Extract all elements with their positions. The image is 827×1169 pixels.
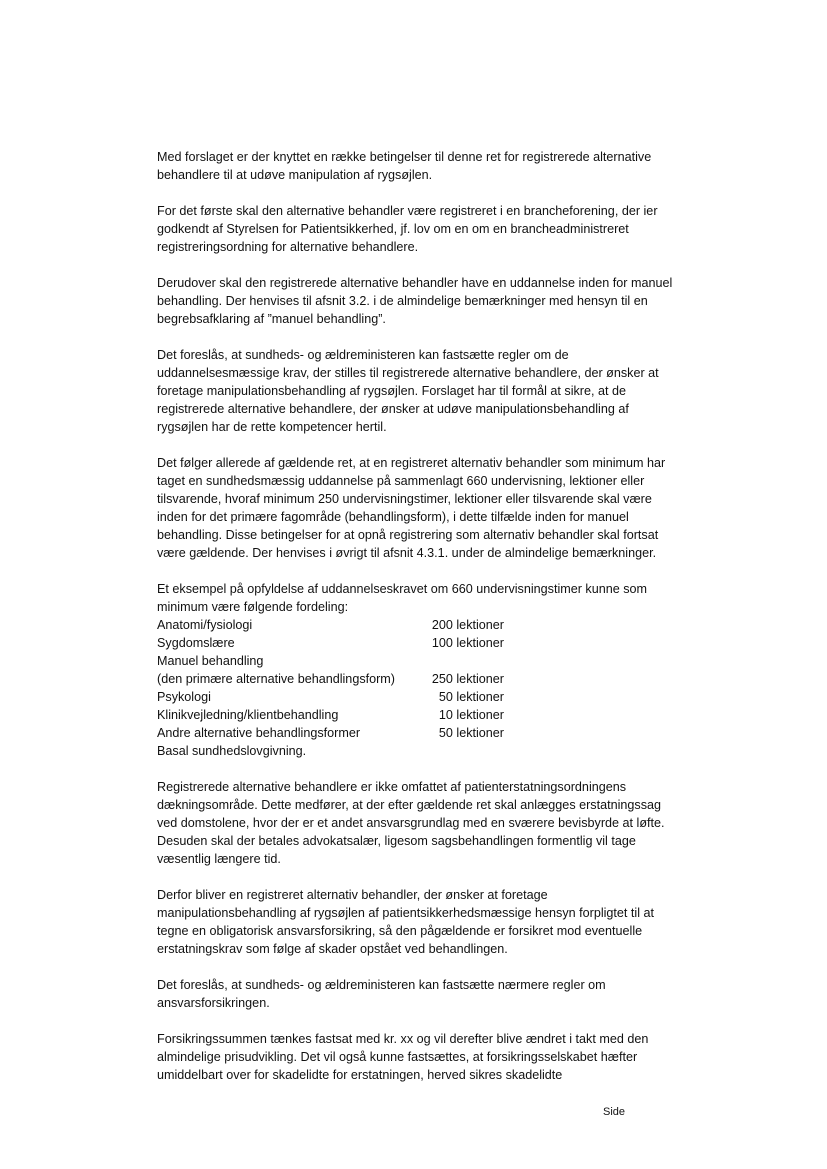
row-label: Psykologi <box>157 690 211 704</box>
row-label: Anatomi/fysiologi <box>157 618 253 632</box>
row-value <box>412 742 504 760</box>
row-value: 250 lektioner <box>431 672 504 686</box>
row-label: (den primære alternative behandlingsform) <box>157 672 395 686</box>
paragraph-insurance-obligation: Derfor bliver en registreret alternativ behandler, der ønsker at foretage manipulationsbehandling af rygsøjlen af patientsikkerhedsmæssige hensyn forpligtet til at tegne en obligatorisk ansvarsforsikring, så den pågældende er forsikret mod eventuelle erstatningskrav som følge af skader opstået ved behandlingen. <box>157 888 655 956</box>
table-row <box>157 634 677 652</box>
table-row <box>157 616 677 634</box>
row-label: Andre alternative behandlingsformer <box>157 726 361 740</box>
paragraph-education: Derudover skal den registrerede alternative behandler have en uddannelse inden for manuel behandling. Der henvises til afsnit 3.2. i de almindelige bemærkninger med hensyn til en begrebsafklaring af ”manuel behandling”. <box>157 276 673 326</box>
table-row <box>157 670 677 688</box>
paragraph-current-law: Det følger allerede af gældende ret, at en registreret alternativ behandler som minimum har taget en sundhedsmæssig uddannelse på sammenlagt 660 undervisning, lektioner eller tilsvarende, hvoraf minimum 250 undervisningstimer, lektioner eller tilsvarende skal være inden for det primære fagområde (behandlingsform), i dette tilfælde inden for manuel behandling. Disse betingelser for at opnå registrering som alternativ behandler skal fortsat være gældende. Der henvises i øvrigt til afsnit 4.3.1. under de almindelige bemærkninger. <box>157 456 666 560</box>
paragraph-insurance-sum: Forsikringssummen tænkes fastsat med kr. xx og vil derefter blive ændret i takt med den almindelige prisudvikling. Det vil også kunne fastsættes, at forsikringsselskabet hæfter umiddelbart over for skadelidte for erstatningen, herved sikres skadelidte <box>157 1032 649 1082</box>
row-value: 10 lektioner <box>438 708 504 722</box>
paragraph-insurance-rules: Det foreslås, at sundheds- og ældreministeren kan fastsætte nærmere regler om ansvarsforsikringen. <box>157 978 606 1010</box>
row-value: 50 lektioner <box>438 690 504 704</box>
paragraph-compensation: Registrerede alternative behandlere er ikke omfattet af patienterstatningsordningens dækningsområde. Dette medfører, at der efter gældende ret skal anlægges erstatningssag ved domstolene, hvor der er et andet ansvarsgrundlag med en sværere bevisbyrde at løfte. Desuden skal der betales advokatsalær, ligesom sagsbehandlingen formentlig vil tage væsentlig længere tid. <box>157 780 665 866</box>
table-row <box>157 742 677 760</box>
row-label: Klinikvejledning/klientbehandling <box>157 708 339 722</box>
paragraph-registration: For det første skal den alternative behandler være registreret i en brancheforening, der ier godkendt af Styrelsen for Patientsikkerhed, jf. lov om en om en brancheadministreret registreringsordning for alternative behandlere. <box>157 204 658 254</box>
row-label: Sygdomslære <box>157 636 235 650</box>
education-table <box>157 580 677 760</box>
paragraph-conditions: Med forslaget er der knyttet en række betingelser til denne ret for registrerede alternative behandlere til at udøve manipulation af rygsøjlen. <box>157 150 652 182</box>
row-label: Manuel behandling <box>157 654 264 668</box>
document-body <box>157 148 677 1102</box>
table-row <box>157 706 677 724</box>
row-value: 100 lektioner <box>431 636 504 650</box>
row-value: 200 lektioner <box>431 618 504 632</box>
example-intro: Et eksempel på opfyldelse af uddannelseskravet om 660 undervisningstimer kunne som minimum være følgende fordeling: <box>157 582 648 614</box>
row-label: Basal sundhedslovgivning. <box>157 744 307 758</box>
table-row <box>157 688 677 706</box>
table-row <box>157 652 677 670</box>
row-value <box>412 652 504 670</box>
page-footer-label: Side <box>603 1106 626 1118</box>
table-row <box>157 724 677 742</box>
row-value: 50 lektioner <box>438 726 504 740</box>
paragraph-minister-rules: Det foreslås, at sundheds- og ældreministeren kan fastsætte regler om de uddannelsesmæssige krav, der stilles til registrerede alternative behandlere, der ønsker at foretage manipulationsbehandling af rygsøjlen. Forslaget har til formål at sikre, at de registrerede alternative behandlere, der ønsker at udøve manipulationsbehandling af rygsøjlen har de rette kompetencer hertil. <box>157 348 659 434</box>
